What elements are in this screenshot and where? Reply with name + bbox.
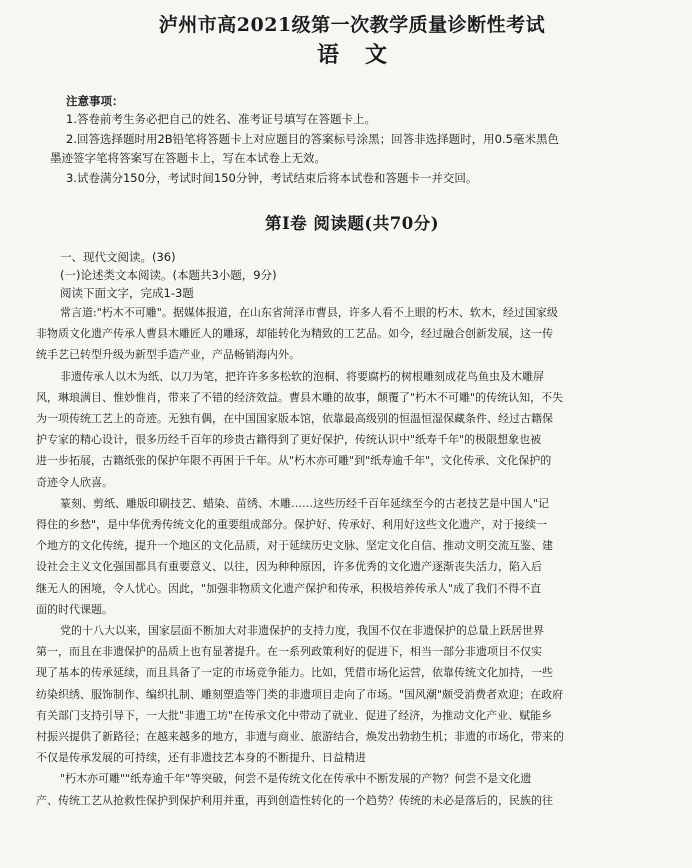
passage-paragraph [36,302,668,366]
notice-item: 1.答卷前考生务必把自己的姓名、准考证号填写在答题卡上。 [66,112,376,126]
passage-line: 村振兴提供了新路径；在越来越多的地方，非遗与商业、旅游结合，焕发出勃勃生机；非遗的市场化，带来的 [36,730,564,744]
passage-line: 常言道:"朽木不可雕"。据媒体报道，在山东省菏泽市曹县，许多人看不上眼的朽木、软木，经过国家级 [60,306,558,319]
passage-line: 现了基本的传承延续，而且具备了一定的市场竞争能力。比如，凭借市场化运营，依靠传统文化加持，一些 [36,666,553,680]
passage-line: 纺染织绣、服饰制作、编织扎制、雕刻塑造等门类的非遗项目走向了市场。"国风潮"颇受消费者欢迎；在政府 [36,687,564,701]
notice-list [36,110,668,188]
passage-line: 篆刻、剪纸、雕版印刷技艺、蜡染、苗绣、木雕……这些历经千百年延续至今的古老技艺是中国人"记 [60,496,550,510]
passage-line: 个地方的文化传统，提升一个地区的文化品质，对于延续历史文脉、坚定文化自信、推动文明交流互鉴、建 [36,539,553,553]
section-title: 第Ⅰ卷 阅读题(共70分) [264,214,440,233]
exam-title: 泸州市高2021级第一次教学质量诊断性考试 [158,14,546,36]
passage-line: "朽木亦可雕""纸寿逾千年"等突破，何尝不是传统文化在传承中不断发展的产物？何尝不是文化遗 [60,772,532,786]
notice-heading: 注意事项： [66,94,124,108]
passage-line: 非遗传承人以木为纸、以刀为笔，把许许多多松软的泡桐、将要腐朽的树根雕刻成花鸟鱼虫及木雕屏 [60,369,544,383]
passage-line: 继无人的困境，令人忧心。因此，"加强非物质文化遗产保护和传承，积极培养传承人"成了我们不得不直 [36,581,542,595]
subpart-heading: (一)论述类文本阅读。(本题共3小题，9分) [60,268,277,282]
passage [36,302,668,811]
notice-item: 墨迹签字笔将答案写在答题卡上，写在本试卷上无效。 [50,151,326,165]
passage-line: 设社会主义文化强国都具有重要意义、以往，因为种种原因，许多优秀的文化遗产逐渐丧失活力，陷入后 [36,560,542,574]
passage-line: 进一步拓展，古籍纸张的保护年限不再困于千年。从"朽木亦可雕"到"纸寿逾千年"，文化传承、文化保护的 [36,454,552,468]
passage-line: 非物质文化遗产传承人曹县木雕匠人的雕琢，却能转化为精致的工艺品。如今，经过融合创新发展，这一传 [36,327,553,341]
passage-line: 产、传统工艺从抢救性保护到保护利用并重，再到创造性转化的一个趋势？传统的未必是落后的，民族的往 [36,793,553,807]
passage-line: 党的十八大以来，国家层面不断加大对非遗保护的支持力度，我国不仅在非遗保护的总量上跃居世界 [60,624,544,638]
passage-line: 不仅是传承发展的可持续，还有非遗技艺本身的不断提升、日益精进 [36,751,366,765]
passage-paragraph [36,366,668,493]
passage-line: 统手艺已转型升级为新型手造产业，产品畅销海内外。 [36,348,300,362]
passage-line: 护专家的精心设计，很多历经千百年的珍贵古籍得到了更好保护，传统认识中"纸寿千年"的极限想象也被 [36,433,542,447]
reading-instruction: 阅读下面文字，完成1-3题 [60,286,194,300]
passage-line: 奇迹令人欣喜。 [36,475,113,489]
passage-paragraph [36,493,668,620]
passage-line: 第一，而且在非遗保护的品质上也有显著提升。在一系列政策利好的促进下，相当一部分非遗项目不仅实 [36,645,542,659]
passage-line: 为一项传统工艺上的奇迹。无独有偶，在中国国家版本馆，依靠最高级别的恒温恒湿保藏条件、经过古籍保 [36,412,553,426]
passage-line: 有关部门支持引导下，一大批"非遗工坊"在传承文化中带动了就业、促进了经济，为推动文化产业、赋能乡 [36,708,553,722]
part-heading: 一、现代文阅读。(36) [60,250,176,264]
passage-line: 得住的乡愁"，是中华优秀传统文化的重要组成部分。保护好、传承好、利用好这些文化遗产，对于接续一 [36,518,548,532]
notice-item: 2.回答选择题时用2B铅笔将答题卡上对应题目的答案标号涂黑；回答非选择题时，用0.5毫米黑色 [66,131,559,146]
passage-line: 面的时代课题。 [36,602,113,616]
notice-item: 3.试卷满分150分，考试时间150分钟，考试结束后将本试卷和答题卡一并交回。 [66,170,478,185]
passage-paragraph [36,768,668,810]
passage-paragraph [36,620,668,768]
subject-title: 语文 [316,42,413,68]
passage-line: 风，琳琅满目、惟妙惟肖，带来了不错的经济效益。曹县木雕的故事，颠覆了"朽木不可雕"的传统认知，不失 [36,390,564,404]
